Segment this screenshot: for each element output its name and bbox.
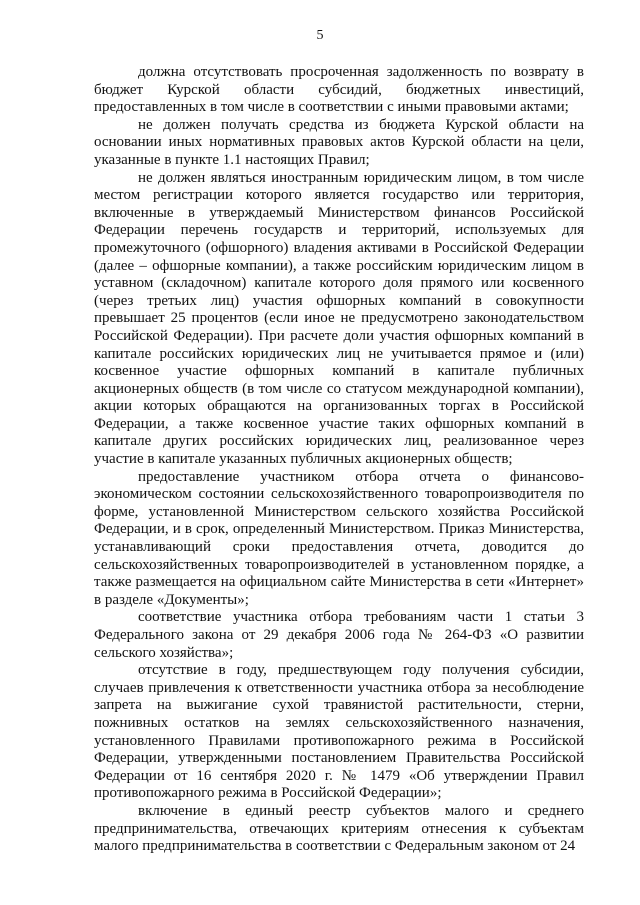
paragraph-no-other-funds: не должен получать средства из бюджета Курской области на основании иных нормативных правовых актов Курской области на цели, указанные в пункте 1.1 настоящих Правил; (94, 116, 584, 168)
paragraph-sme-registry: включение в единый реестр субъектов малого и среднего предпринимательства, отвечающих критериям отнесения к субъектам малого предпринимательства в соответствии с Федеральным законом от 24 (94, 802, 584, 855)
paragraph-federal-law-compliance: соответствие участника отбора требованиям части 1 статьи 3 Федерального закона от 29 декабря 2006 года № 264-ФЗ «О развитии сельского хозяйства»; (94, 609, 584, 661)
paragraph-overdue-debt: должна отсутствовать просроченная задолженность по возврату в бюджет Курской области субсидий, бюджетных инвестиций, предоставленных в том числе в соответствии с иными правовыми актами; (94, 64, 584, 116)
document-body (94, 64, 584, 856)
paragraph-fire-safety: отсутствие в году, предшествующем году получения субсидии, случаев привлечения к ответственности участника отбора за несоблюдение запрета на выжигание сухой травянистой растительности, стерни, пожнивных остатков на землях сельскохозяйственного назначения, установленного Правилами противопожарного режима в Российской Федерации, утвержденными постановлением Правительства Российской Федерации от 16 сентября 2020 г. № 1479 «Об утверждении Правил противопожарного режима в Российской Федерации»; (94, 662, 584, 802)
paragraph-offshore-requirement: не должен являться иностранным юридическим лицом, в том числе местом регистрации которого является государство или территория, включенные в утверждаемый Министерством финансов Российской Федерации перечень государств и территорий, используемых для промежуточного (офшорного) владения активами в Российской Федерации (далее – офшорные компании), а также российским юридическим лицом в уставном (складочном) капитале которого доля прямого или косвенного (через третьих лиц) участия офшорных компаний в совокупности превышает 25 процентов (если иное не предусмотрено законодательством Российской Федерации). При расчете доли участия офшорных компаний в капитале российских юридических лиц не учитывается прямое и (или) косвенное участие офшорных компаний в капитале публичных акционерных обществ (в том числе со статусом международной компании), акции которых обращаются на организованных торгах в Российской Федерации, а также косвенное участие таких офшорных компаний в капитале других российских юридических лиц, реализованное через участие в капитале указанных публичных акционерных обществ; (94, 169, 584, 468)
paragraph-financial-report: предоставление участником отбора отчета о финансово-экономическом состоянии сельскохозяйственного товаропроизводителя по форме, установленной Министерством сельского хозяйства Российской Федерации, и в срок, определенный Министерством. Приказ Министерства, устанавливающий сроки предоставления отчета, доводится до сельскохозяйственных товаропроизводителей в установленном порядке, а также размещается на официальном сайте Министерства в сети «Интернет» в разделе «Документы»; (94, 468, 584, 608)
page-number: 5 (316, 28, 324, 43)
